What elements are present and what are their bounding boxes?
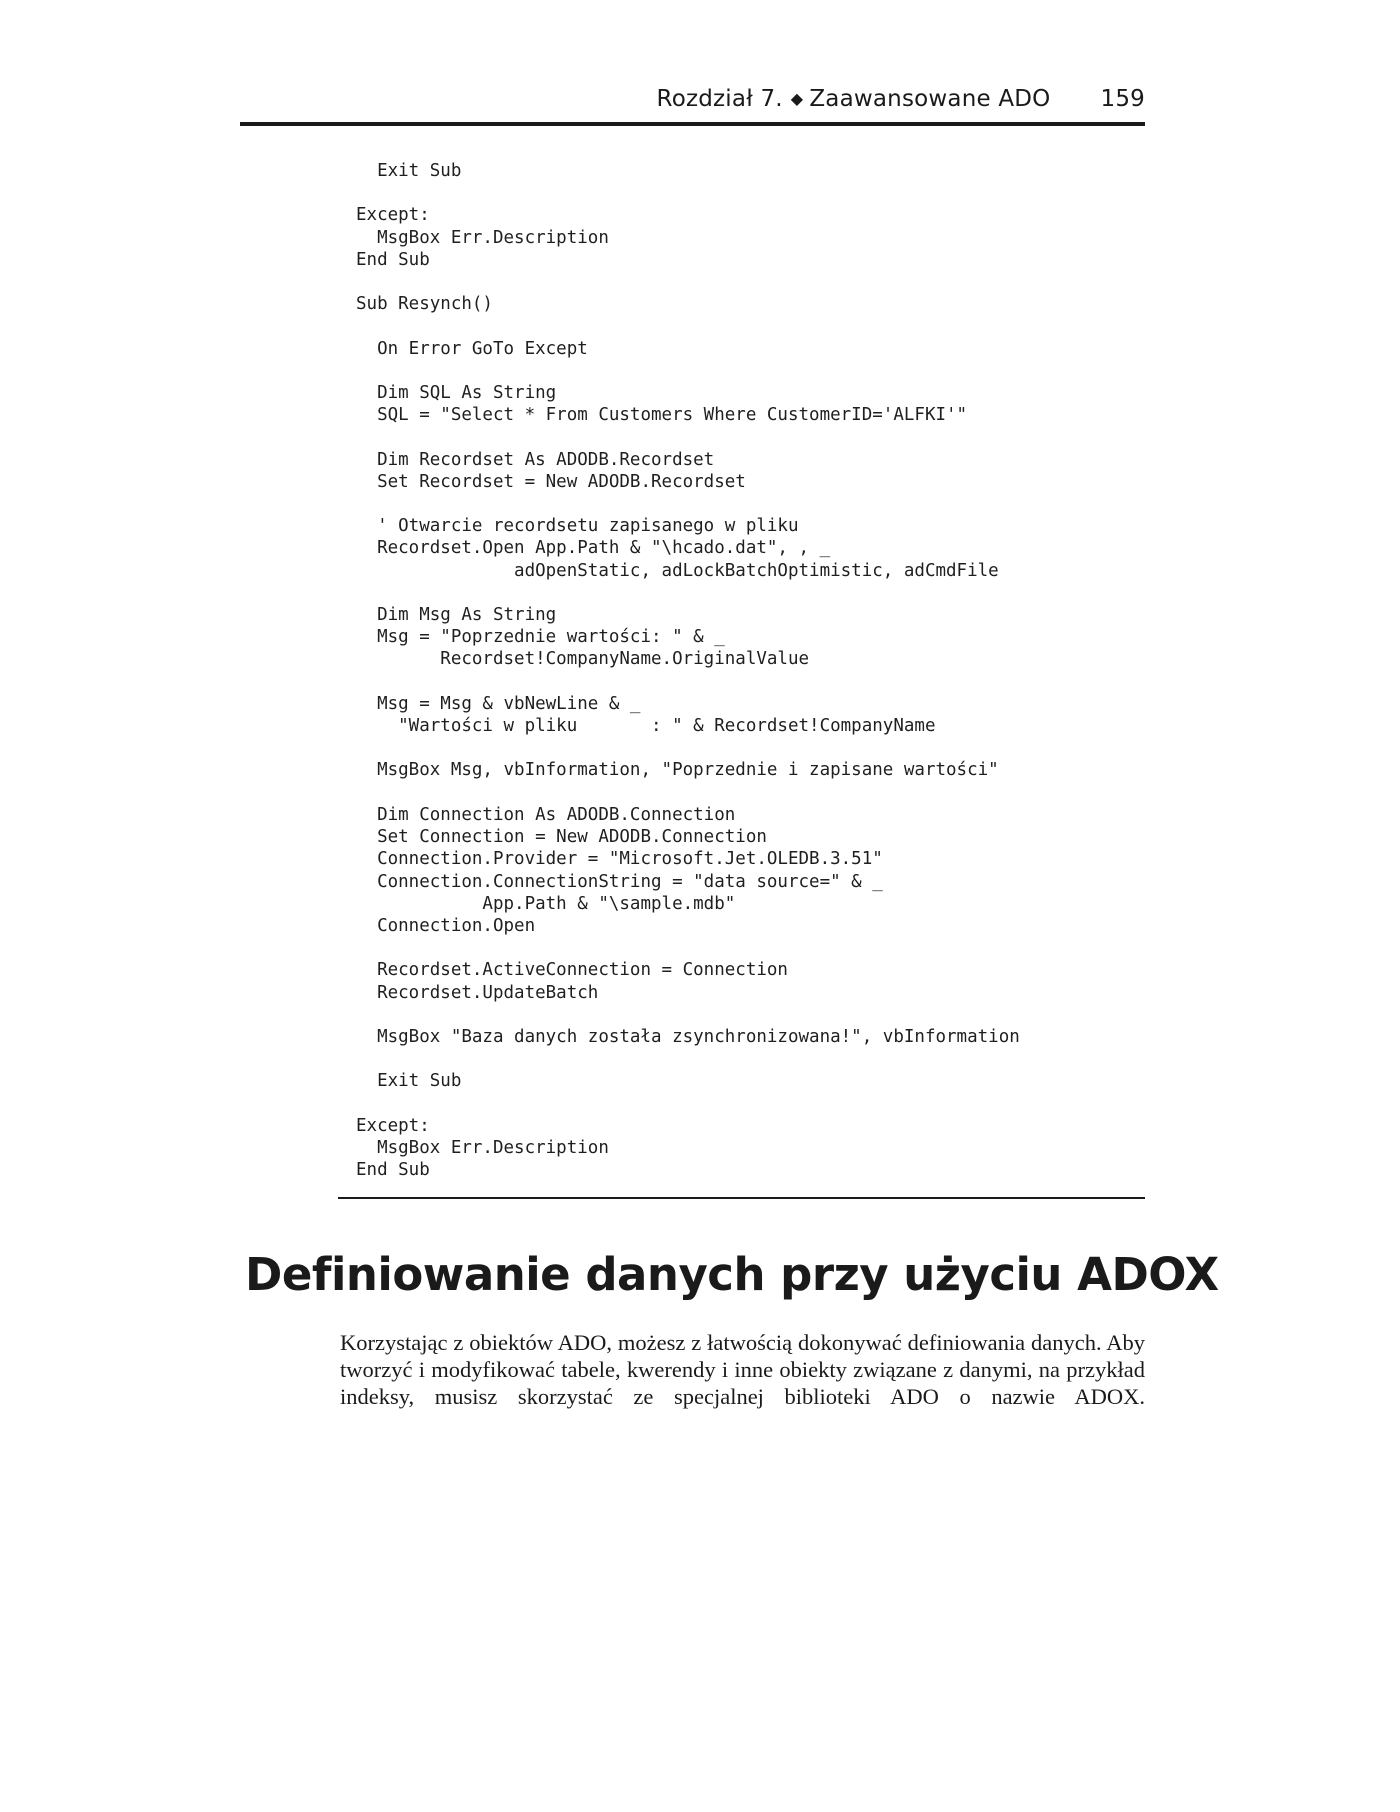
running-header: [240, 86, 1145, 120]
section-heading: Definiowanie danych przy użyciu ADOX: [245, 1248, 1219, 1301]
body-paragraph: Korzystając z obiektów ADO, możesz z łatwością dokonywać definiowania danych. Aby tworzyć i modyfikować tabele, kwerendy i inne obiekty związane z danymi, na przykład indeksy, musisz skorzystać ze specjalnej biblioteki ADO o nazwie ADOX.: [340, 1330, 1145, 1409]
code-listing-rule: [338, 1197, 1145, 1199]
header-rule: [240, 122, 1145, 126]
page-number: 159: [1100, 86, 1145, 112]
chapter-title: Zaawansowane ADO: [809, 86, 1051, 112]
code-listing: Exit Sub Except: MsgBox Err.Description End Sub Sub Resynch() On Error GoTo Except Dim SQL As String SQL = "Select * From Customers Where CustomerID='ALFKI'" Dim Recordset As ADODB.Recordset Set Recordset = New ADODB.Recordset ' Otwarcie recordsetu zapisanego w pliku Recordset.Open App.Path & "\hcado.dat", , _ adOpenStatic, adLockBatchOptimistic, adCmdFile Dim Msg As String Msg = "Poprzednie wartości: " & _ Recordset!CompanyName.OriginalValue Msg = Msg & vbNewLine & _ "Wartości w pliku : " & Recordset!CompanyName MsgBox Msg, vbInformation, "Poprzednie i zapisane wartości" Dim Connection As ADODB.Connection Set Connection = New ADODB.Connection Connection.Provider = "Microsoft.Jet.OLEDB.3.51" Connection.ConnectionString = "data source=" & _ App.Path & "\sample.mdb" Connection.Open Recordset.ActiveConnection = Connection Recordset.UpdateBatch MsgBox "Baza danych została zsynchronizowana!", vbInformation Exit Sub Except: MsgBox Err.Description End Sub: [356, 161, 1020, 1181]
running-header-text: [657, 86, 1145, 112]
chapter-label: Rozdział 7.: [656, 86, 783, 112]
diamond-separator-icon: ◆: [790, 89, 804, 108]
